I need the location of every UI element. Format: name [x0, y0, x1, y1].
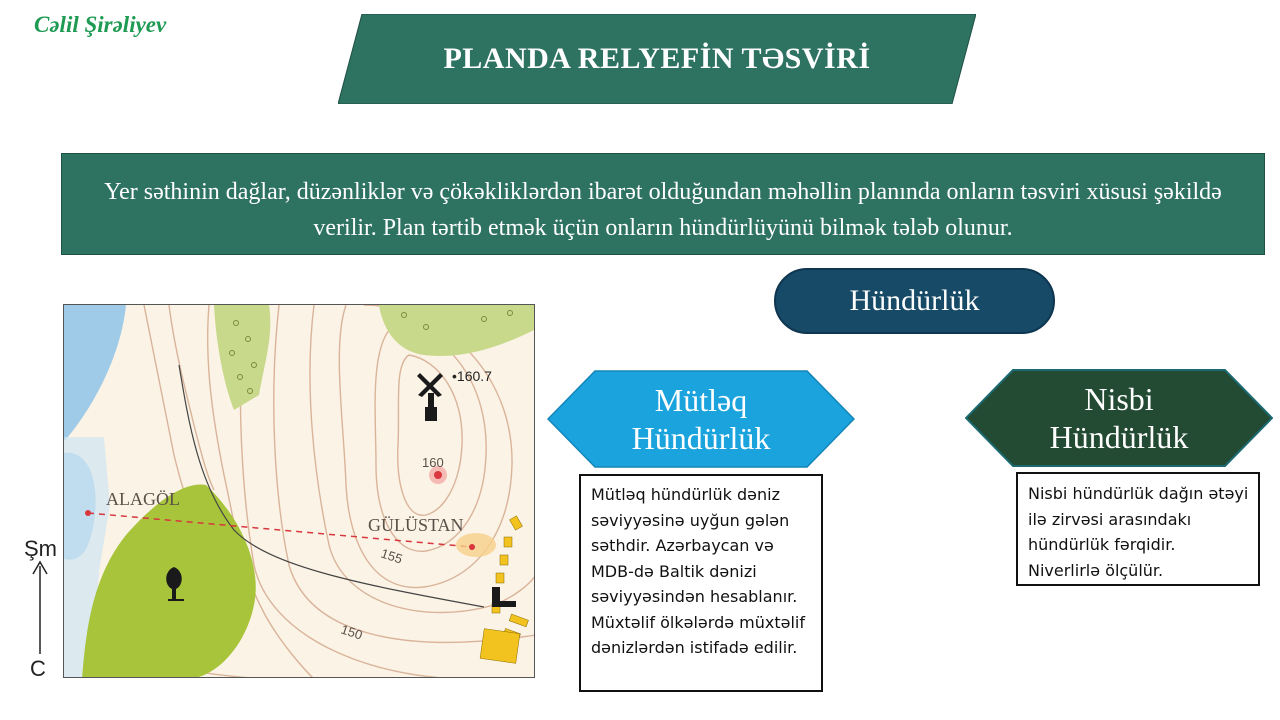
lake-label: ALAGÖL [106, 489, 180, 509]
topographic-map [63, 304, 535, 678]
contour-label-150: 150 [339, 621, 365, 643]
absolute-height-title-1: Mütləq [654, 382, 748, 418]
relative-height-description [1016, 472, 1260, 586]
relative-height-node [965, 369, 1273, 467]
absolute-height-title-2: Hündürlük [631, 420, 771, 456]
meadow-area [214, 305, 270, 410]
relative-height-title-2: Hündürlük [1049, 419, 1189, 455]
root-node-label: Hündürlük [849, 284, 980, 317]
absolute-height-description [579, 474, 823, 692]
relative-height-text: Nisbi hündürlük dağın ətəyi ilə zirvəsi arasındakı hündürlük fərqidir. Niverlirlə ölçülür. [1028, 484, 1249, 580]
intro-box [61, 153, 1265, 255]
compass-south-label: C [30, 656, 46, 681]
black-building [492, 587, 516, 607]
author-name: Cəlil Şirəliyev [34, 12, 167, 37]
windmill-icon [417, 373, 443, 421]
slide-title: PLANDA RELYEFİN TƏSVİRİ [443, 42, 871, 75]
absolute-height-text: Mütləq hündürlük dəniz səviyyəsinə uyğun gələn səthdir. Azərbaycan və MDB-də Baltik dənizi səviyyəsindən hesablanır. Müxtəlif ölkələrdə müxtəlif dənizlərdən istifadə edilir. [591, 485, 805, 657]
elevation-label: •160.7 [452, 368, 492, 384]
compass [22, 536, 62, 682]
village-label: GÜLÜSTAN [368, 515, 464, 535]
title-banner [338, 14, 976, 104]
river-water [64, 305, 126, 441]
absolute-height-node [547, 370, 855, 468]
intro-text: Yer səthinin dağlar, düzənliklər və çökəkliklərdən ibarət olduğundan məhəllin planında onların təsviri xüsusi şəkildə verilir. Plan tərtib etmək üçün onların hündürlüyünü bilmək tələb olunur. [104, 179, 1222, 241]
compass-north-label: Şm [24, 536, 57, 561]
contour-label-155: 155 [379, 545, 405, 567]
root-node-height [774, 268, 1055, 334]
contour-label-160: 160 [422, 455, 444, 470]
relative-height-title-1: Nisbi [1084, 381, 1154, 417]
